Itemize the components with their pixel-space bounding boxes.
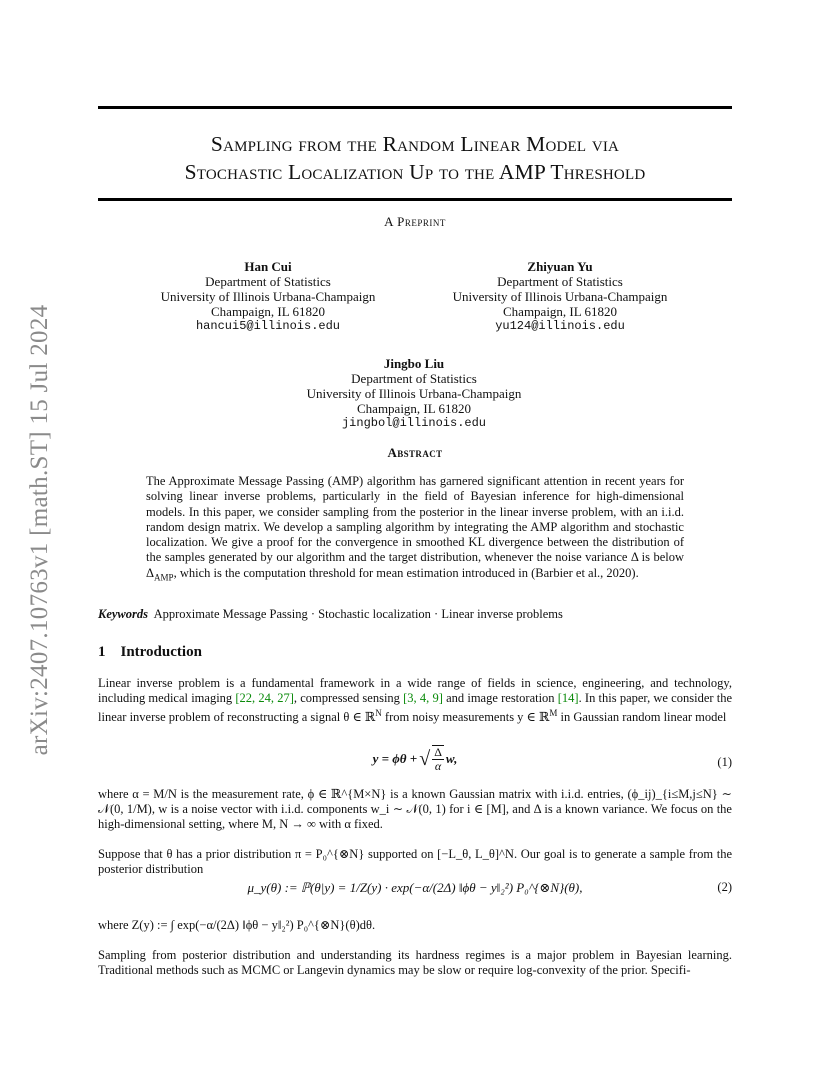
citation-link[interactable]: [3, 4, 9]	[403, 691, 443, 706]
eq1-denominator: α	[434, 759, 442, 773]
paragraph-text: from noisy measurements y ∈ ℝ	[381, 710, 550, 725]
author-block-1	[148, 259, 388, 334]
equation-number: (1)	[717, 755, 732, 769]
arxiv-stamp	[20, 280, 60, 780]
author-email[interactable]: yu124@illinois.edu	[495, 319, 625, 333]
intro-paragraph-2: where α = M/N is the measurement rate, ϕ ∈ ℝ^{M×N} is a known Gaussian matrix with i.i.d. entries, (ϕ_ij)_{i≤M,j≤N} ∼ 𝒩(0, 1/M), w is a noise vector with i.i.d. components w_i ∼ 𝒩(0, 1) for i ∈ [M], and Δ is a known variance. We focus on the high-dimensional setting, where M, N → ∞ with α fixed.	[98, 787, 732, 832]
author-city: Champaign, IL 61820	[211, 304, 325, 319]
author-dept: Department of Statistics	[497, 274, 623, 289]
author-email[interactable]: hancui5@illinois.edu	[195, 319, 341, 333]
intro-paragraph-4: where Z(y) := ∫ exp(−α/(2Δ) ‖ϕθ − y‖₂²) P₀^{⊗N}(θ)dθ.	[98, 918, 376, 932]
author-name: Jingbo Liu	[383, 356, 445, 371]
author-name: Zhiyuan Yu	[527, 259, 593, 274]
author-city: Champaign, IL 61820	[357, 401, 471, 416]
abstract-amp-sub: AMP	[154, 572, 174, 583]
superscript: N	[375, 708, 382, 719]
section-title: Introduction	[120, 644, 202, 660]
citation-link[interactable]: [14]	[557, 691, 579, 706]
equation-2	[98, 880, 732, 906]
author-block-3	[294, 356, 534, 431]
keywords-label: Keywords	[98, 607, 148, 621]
paragraph-text: and image restoration	[442, 691, 558, 706]
paragraph-text: in Gaussian random linear model	[557, 710, 727, 725]
abstract-text: is below	[638, 550, 684, 565]
keywords-line	[98, 607, 738, 622]
title-line-1: Sampling from the Random Linear Model via	[210, 132, 620, 156]
author-name: Han Cui	[244, 259, 292, 274]
citation-link[interactable]: [22, 24, 27]	[235, 691, 294, 706]
author-dept: Department of Statistics	[351, 371, 477, 386]
abstract-delta: Δ	[630, 550, 639, 565]
paragraph-text: . In this paper, we consider the linear inverse problem of reconstructing a signal θ ∈ ℝ	[98, 691, 733, 725]
author-univ: University of Illinois Urbana-Champaign	[160, 289, 376, 304]
eq1-fraction	[432, 745, 444, 773]
eq1-numerator: Δ	[434, 745, 442, 759]
equation-1	[98, 745, 732, 779]
eq1-lhs: y = ϕθ +	[372, 751, 418, 766]
eq2-body: μ_y(θ) := ℙ(θ|y) = 1/Z(y) · exp(−α/(2Δ) ‖ϕθ − y‖₂²) P₀^{⊗N}(θ),	[247, 880, 583, 895]
abstract-text: , which is the computation threshold for mean estimation introduced in (Barbier et al., 2020).	[173, 565, 639, 580]
sqrt-icon: √	[419, 747, 431, 770]
arxiv-stamp-text: arXiv:2407.10763v1 [math.ST] 15 Jul 2024	[26, 304, 53, 756]
abstract-delta-amp: Δ	[146, 565, 155, 580]
author-univ: University of Illinois Urbana-Champaign	[306, 386, 522, 401]
author-block-2	[440, 259, 680, 334]
abstract-body	[146, 474, 684, 586]
author-email[interactable]: jingbol@illinois.edu	[341, 416, 487, 430]
preprint-label: A Preprint	[384, 214, 446, 229]
keywords-text: Approximate Message Passing · Stochastic localization · Linear inverse problems	[153, 607, 563, 621]
title-rule-bottom	[98, 198, 732, 201]
eq1-tail: w,	[445, 751, 458, 766]
section-heading	[98, 644, 202, 661]
abstract-text: The Approximate Message Passing (AMP) algorithm has garnered significant attention in recent years for solving linear inverse problems, particularly in the field of Bayesian inference for high-dimensional models. In this paper, we consider sampling from the posterior in the linear inverse problem, with an i.i.d. random design matrix. We develop a sampling algorithm by integrating the AMP algorithm and stochastic localization. We give a proof for the convergence in smoothed KL divergence between the distribution of the samples generated by our algorithm and the target distribution, whenever the noise variance	[146, 474, 684, 565]
intro-paragraph-5: Sampling from posterior distribution and understanding its hardness regimes is a major problem in Bayesian learning. Traditional methods such as MCMC or Langevin dynamics may be slow or require log-convexity of the prior. Specifi-	[98, 948, 732, 978]
intro-paragraph-3: Suppose that θ has a prior distribution π = P₀^{⊗N} supported on [−L_θ, L_θ]^N. Our goal is to generate a sample from the posterior distribution	[98, 847, 732, 877]
paragraph-text: , compressed sensing	[293, 691, 404, 706]
intro-paragraph-1	[98, 676, 732, 726]
equation-number: (2)	[717, 880, 732, 894]
section-number: 1	[98, 644, 106, 660]
title-rule-top	[98, 106, 732, 109]
author-dept: Department of Statistics	[205, 274, 331, 289]
author-city: Champaign, IL 61820	[503, 304, 617, 319]
superscript: M	[549, 708, 558, 719]
paragraph-text: Linear inverse problem is a fundamental framework in a wide range of fields in science, engineering, and technology, including medical imaging	[98, 676, 732, 706]
title-line-2: Stochastic Localization Up to the AMP Threshold	[184, 160, 646, 184]
abstract-heading: Abstract	[387, 445, 443, 460]
author-univ: University of Illinois Urbana-Champaign	[452, 289, 668, 304]
paper-title	[98, 130, 732, 186]
